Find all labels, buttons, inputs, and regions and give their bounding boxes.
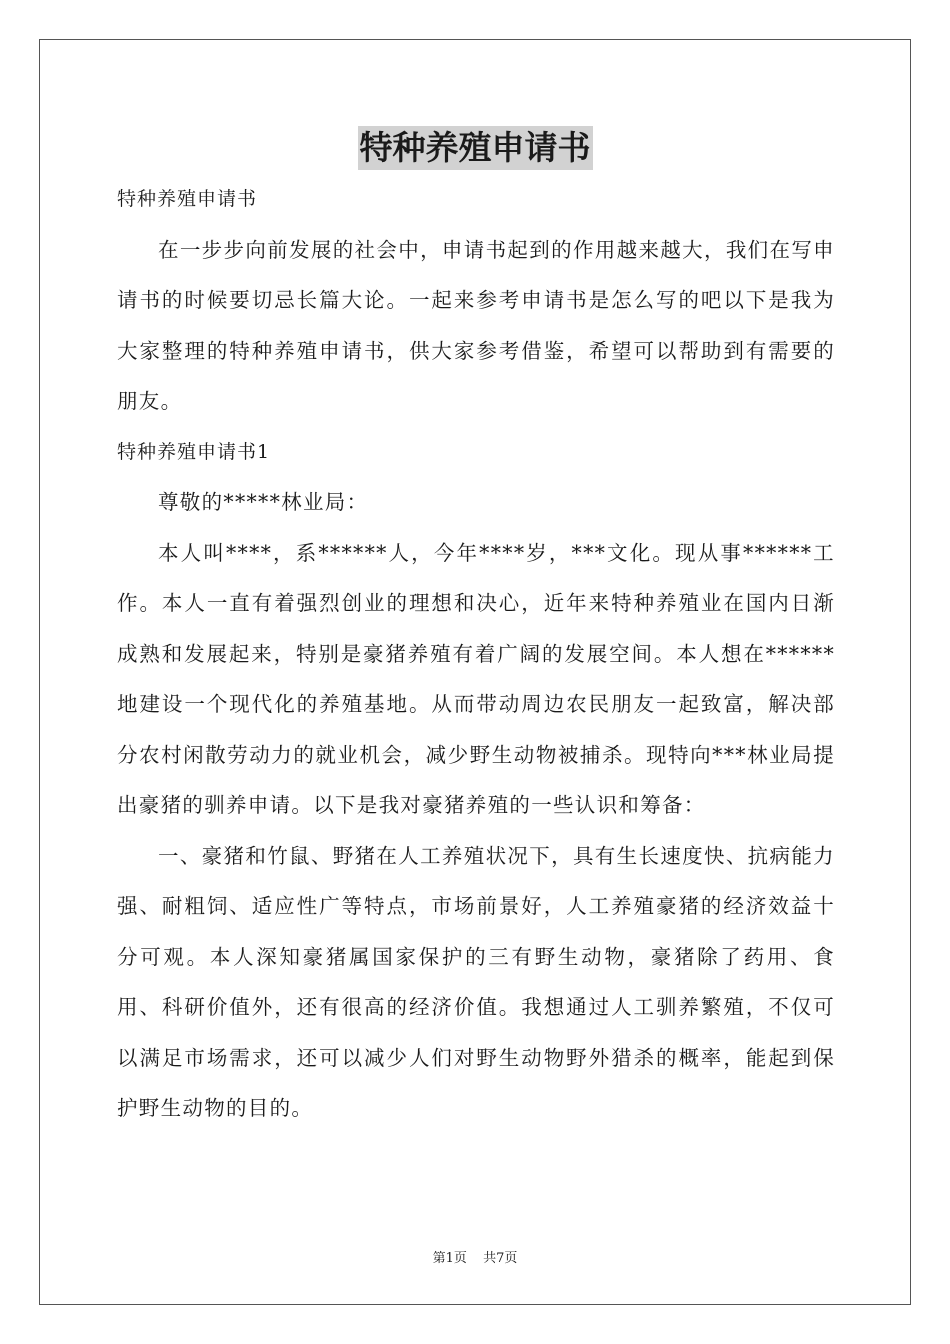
body-paragraph-1: 本人叫****，系******人，今年****岁，***文化。现从事******工作。本人一直有着强烈创业的理想和决心，近年来特种养殖业在国内日渐成熟和发展起来，特别是豪猪养殖有着广阔的发展空间。本人想在******地建设一个现代化的养殖基地。从而带动周边农民朋友一起致富，解决部分农村闲散劳动力的就业机会，减少野生动物被捕杀。现特向***林业局提出豪猪的驯养申请。以下是我对豪猪养殖的一些认识和筹备：: [117, 540, 835, 817]
document-title: 特种养殖申请书: [358, 126, 593, 170]
page-number: 第1页: [432, 1251, 467, 1266]
document-body: [117, 174, 835, 1134]
salutation: 尊敬的*****林业局：: [158, 490, 369, 514]
intro-paragraph: 在一步步向前发展的社会中，申请书起到的作用越来越大，我们在写申请书的时候要切忌长篇大论。一起来参考申请书是怎么写的吧以下是我为大家整理的特种养殖申请书，供大家参考借鉴，希望可以帮助到有需要的朋友。: [117, 237, 835, 413]
title-container: [0, 126, 950, 170]
section-heading: 特种养殖申请书1: [117, 440, 271, 463]
page-footer: [0, 1247, 950, 1266]
page-total: 共7页: [483, 1251, 518, 1266]
body-paragraph-2: 一、豪猪和竹鼠、野猪在人工养殖状况下，具有生长速度快、抗病能力强、耐粗饲、适应性广等特点，市场前景好，人工养殖豪猪的经济效益十分可观。本人深知豪猪属国家保护的三有野生动物，豪猪除了药用、食用、科研价值外，还有很高的经济价值。我想通过人工驯养繁殖，不仅可以满足市场需求，还可以减少人们对野生动物野外猎杀的概率，能起到保护野生动物的目的。: [117, 843, 835, 1120]
document-subtitle: 特种养殖申请书: [117, 188, 258, 210]
